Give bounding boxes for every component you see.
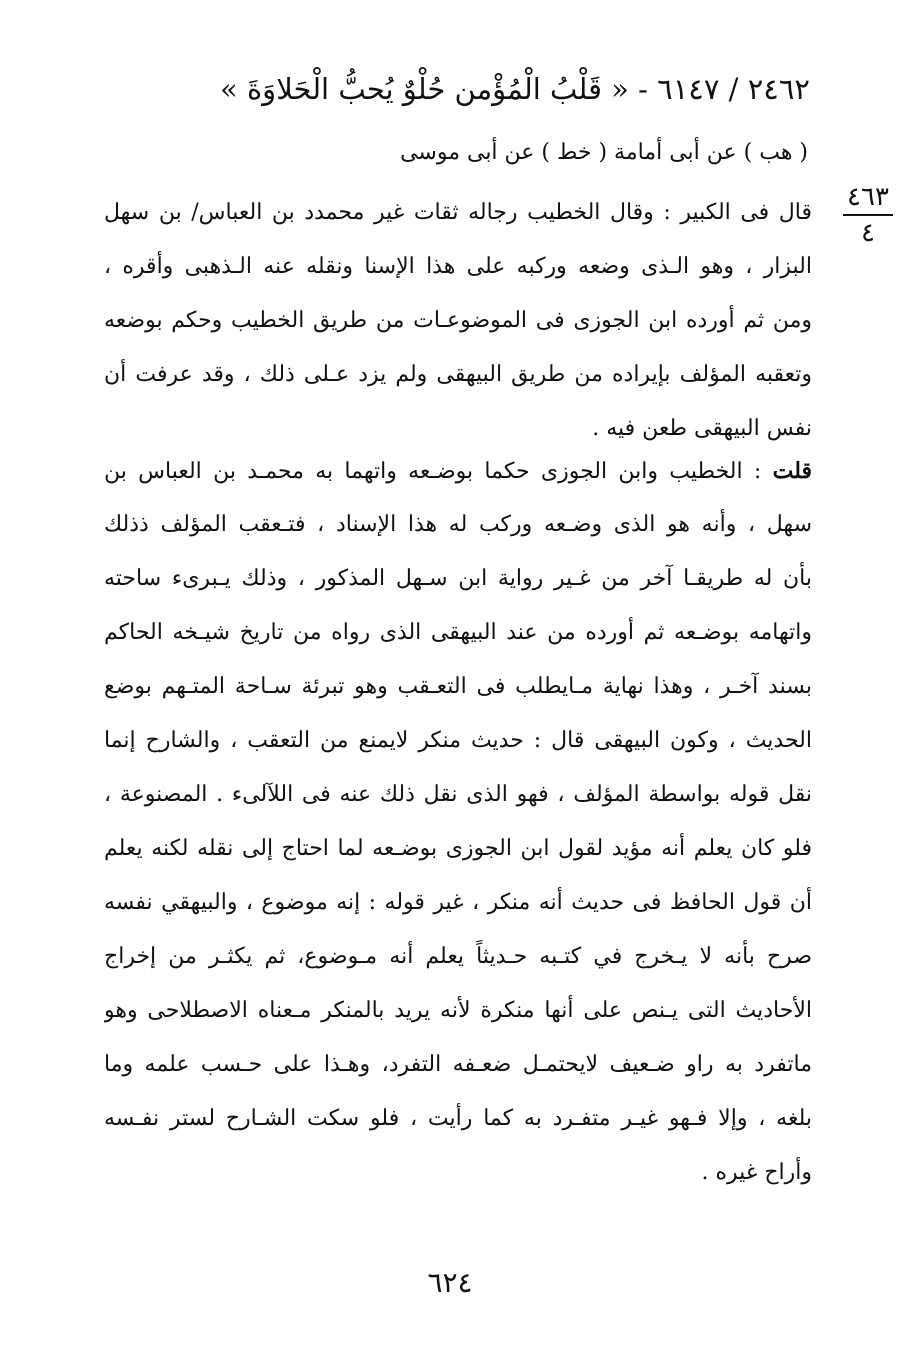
page-number: ٦٢٤ xyxy=(427,1266,473,1299)
text-line: ومن ثم أورده ابن الجوزى فى الموضوعـات من طريق الخطيب وحكم بوضعه xyxy=(104,308,812,333)
text-line: نقل قوله بواسطة المؤلف ، فهو الذى نقل ذلك عنه فى اللآلىء . المصنوعة ، xyxy=(104,782,812,807)
text-line: واتهامه بوضـعه ثم أورده من عند البيهقى الذى رواه من تاريخ شيـخه الحاكم xyxy=(104,620,812,645)
text-line: قال فى الكبير : وقال الخطيب رجاله ثقات غير محمدد بن العباس/ بن سهل xyxy=(104,200,812,225)
text-line: ماتفرد به راو ضـعيف لايحتمـل ضعـفه التفرد، وهـذا على حـسب علمه وما xyxy=(104,1052,812,1077)
hadith-source: ( هب ) عن أبى أمامة ( خط ) عن أبى موسى xyxy=(400,140,808,165)
commentary-paragraph-2 xyxy=(104,444,812,1200)
lead-word: قلت xyxy=(772,458,812,484)
text-line: صرح بأنه لا يـخرج في كتـبه حـديثاً يعلم أنه مـوضوع، ثم يكثـر من إخراج xyxy=(104,944,812,969)
text-line: بسند آخـر ، وهذا نهاية مـايطلب فى التعـقب وهو تبرئة سـاحة المتـهم بوضع xyxy=(104,674,812,699)
hadith-heading: ٢٤٦٢ / ٦١٤٧ - « قَلْبُ الْمُؤْمن حُلْوٌ يُحبُّ الْحَلاوَةَ » xyxy=(220,72,810,106)
text-line: وأراح غيره . xyxy=(701,1160,812,1185)
text-line: نفس البيهقى طعن فيه . xyxy=(592,416,812,441)
margin-ref-bottom: ٤ xyxy=(861,218,875,248)
text-line-lead xyxy=(104,444,812,498)
text-line: بأن له طريقـا آخر من غـير رواية ابن سـهل المذكور ، وذلك يـبرىء ساحته xyxy=(104,566,812,591)
text-line: بلغه ، وإلا فـهو غيـر متفـرد به كما رأيت ، فلو سكت الشـارح لستر نفـسه xyxy=(104,1106,812,1131)
text-line-rest: : الخطيب وابن الجوزى حكما بوضـعه واتهما به محمـد بن العباس بن xyxy=(104,459,762,484)
text-line: سهل ، وأنه هو الذى وضـعه وركب له هذا الإسناد ، فتـعقب المؤلف ذذلك xyxy=(104,512,812,537)
text-line: الأحاديث التى يـنص على أنها منكرة لأنه يريد بالمنكر مـعناه الاصطلاحى وهو xyxy=(104,998,812,1023)
text-line: فلو كان يعلم أنه مؤيد لقول ابن الجوزى بوضـعه لما احتاج إلى نقله لكنه يعلم xyxy=(104,836,812,861)
text-line: أن قول الحافظ فى حديث أنه منكر ، غير قوله : إنه موضوع ، والبيهقي نفسه xyxy=(104,890,812,915)
margin-reference xyxy=(838,180,898,250)
margin-ref-top: ٤٦٣ xyxy=(847,182,889,212)
commentary-paragraph-1 xyxy=(104,186,812,456)
text-line: وتعقبه المؤلف بإيراده من طريق البيهقى ولم يزد عـلى ذلك ، وقد عرفت أن xyxy=(104,362,812,387)
text-line: البزار ، وهو الـذى وضعه وركبه على هذا الإسنا ونقله عنه الـذهبى وأقره ، xyxy=(104,254,812,279)
text-line: الحديث ، وكون البيهقى قال : حديث منكر لايمنع من التعقب ، والشارح إنما xyxy=(104,728,812,753)
